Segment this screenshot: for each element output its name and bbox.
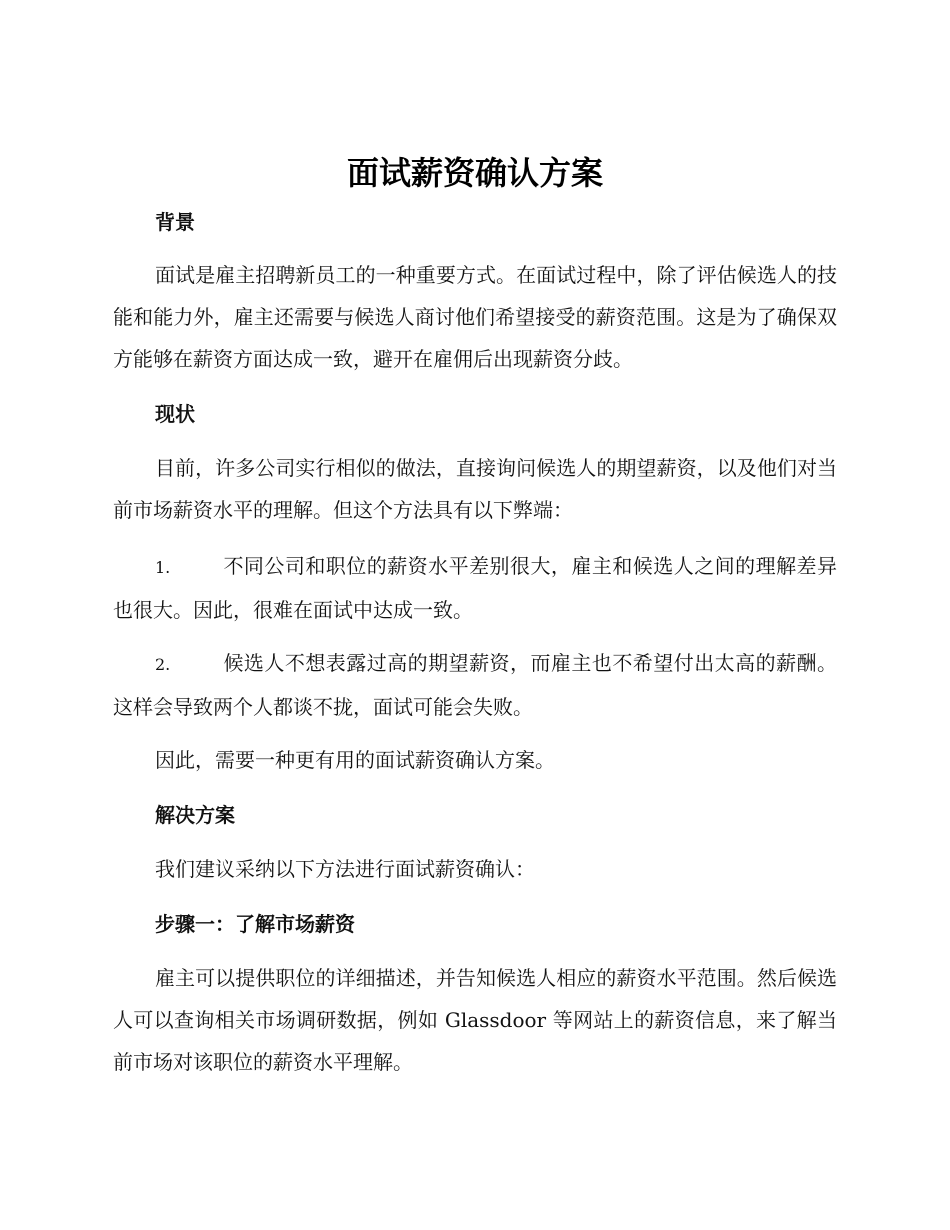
paragraph-background: 面试是雇主招聘新员工的一种重要方式。在面试过程中，除了评估候选人的技能和能力外，雇主还需要与候选人商讨他们希望接受的薪资范围。这是为了确保双方能够在薪资方面达成一致，避开在雇佣后出现薪资分歧。 (113, 263, 837, 371)
paragraph-status-conclusion: 因此，需要一种更有用的面试薪资确认方案。 (155, 748, 555, 772)
list-item-1 (113, 545, 837, 631)
heading-solution: 解决方案 (155, 803, 235, 827)
paragraph-solution: 我们建议采纳以下方法进行面试薪资确认： (155, 857, 535, 881)
list-number-1: 1. (155, 558, 171, 577)
list-number-2: 2. (155, 655, 171, 674)
paragraph-step1: 雇主可以提供职位的详细描述，并告知候选人相应的薪资水平范围。然后候选人可以查询相关市场调研数据，例如 Glassdoor 等网站上的薪资信息，来了解当前市场对该职位的薪资水平理解。 (113, 966, 837, 1074)
list-text-2: 候选人不想表露过高的期望薪资，而雇主也不希望付出太高的薪酬。这样会导致两个人都谈不拢，面试可能会失败。 (113, 651, 837, 719)
heading-background: 背景 (155, 210, 195, 234)
document-title: 面试薪资确认方案 (346, 154, 603, 192)
list-item-2 (113, 642, 837, 728)
paragraph-status: 目前，许多公司实行相似的做法，直接询问候选人的期望薪资，以及他们对当前市场薪资水平的理解。但这个方法具有以下弊端： (113, 456, 837, 522)
heading-status: 现状 (155, 402, 195, 426)
heading-step1: 步骤一：了解市场薪资 (155, 912, 355, 936)
list-text-1: 不同公司和职位的薪资水平差别很大，雇主和候选人之间的理解差异也很大。因此，很难在面试中达成一致。 (113, 554, 837, 622)
